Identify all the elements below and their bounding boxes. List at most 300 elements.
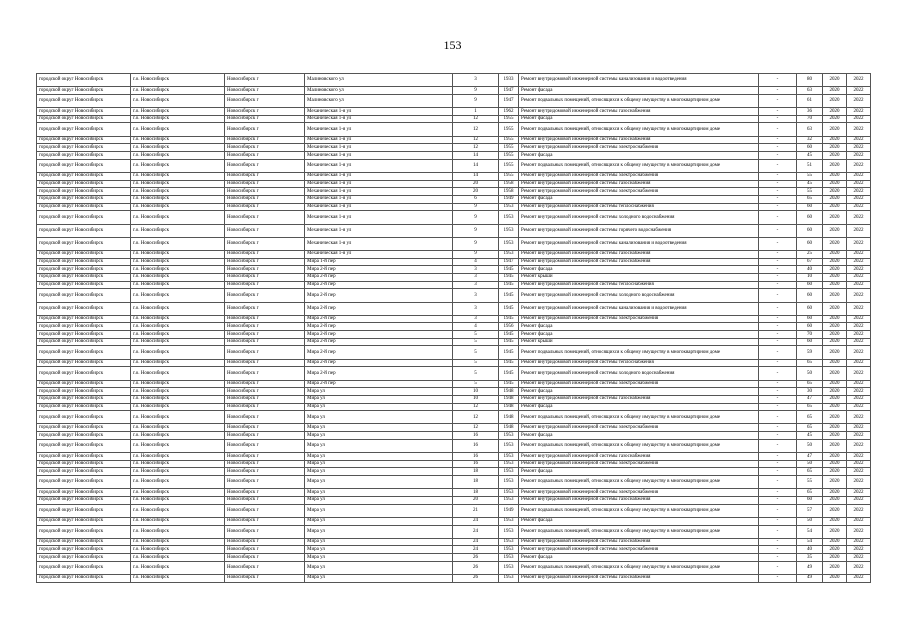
cell-year: 1953 bbox=[499, 546, 519, 554]
cell-house: 5 bbox=[453, 346, 499, 359]
cell-year-to: 2022 bbox=[847, 258, 871, 266]
cell-city: Новосибирск г bbox=[225, 424, 305, 432]
cell-city: Новосибирск г bbox=[225, 489, 305, 497]
cell-year-to: 2022 bbox=[847, 460, 871, 468]
cell-work-type: Ремонт внутридомовой инженерной системы холодного водоснабжения bbox=[519, 289, 759, 302]
table-row bbox=[37, 266, 871, 274]
repair-schedule-table bbox=[36, 73, 871, 583]
cell-year-from: 2020 bbox=[823, 289, 847, 302]
cell-district: г.о. Новосибирск bbox=[131, 496, 225, 504]
table-row bbox=[37, 338, 871, 346]
cell-year: 1948 bbox=[499, 424, 519, 432]
cell-city: Новосибирск г bbox=[225, 554, 305, 562]
cell-street: Мира 2-й пер bbox=[305, 323, 453, 331]
cell-house: 21 bbox=[453, 504, 499, 517]
cell-street: Механическая 1-я ул bbox=[305, 195, 453, 203]
cell-municipality: городской округ Новосибирск bbox=[37, 188, 131, 196]
cell-house: 9 bbox=[453, 94, 499, 107]
cell-city: Новосибирск г bbox=[225, 203, 305, 211]
cell-year-to: 2022 bbox=[847, 574, 871, 582]
cell-municipality: городской округ Новосибирск bbox=[37, 224, 131, 237]
cell-dash: - bbox=[759, 424, 797, 432]
cell-street: Мира 2-й пер bbox=[305, 289, 453, 302]
cell-work-type: Ремонт внутридомовой инженерной системы газоснабжения bbox=[519, 250, 759, 258]
cell-year-from: 2020 bbox=[823, 525, 847, 538]
cell-work-type: Ремонт фасада bbox=[519, 115, 759, 123]
cell-city: Новосибирск г bbox=[225, 453, 305, 461]
cell-municipality: городской округ Новосибирск bbox=[37, 453, 131, 461]
cell-district: г.о. Новосибирск bbox=[131, 323, 225, 331]
cell-year: 1948 bbox=[499, 411, 519, 424]
cell-street: Мира ул bbox=[305, 439, 453, 452]
cell-dash: - bbox=[759, 195, 797, 203]
cell-dash: - bbox=[759, 561, 797, 574]
cell-street: Мира 2-й пер bbox=[305, 331, 453, 339]
cell-year-to: 2022 bbox=[847, 424, 871, 432]
cell-work-type: Ремонт внутридомовой инженерной системы газоснабжения bbox=[519, 574, 759, 582]
cell-house: 24 bbox=[453, 538, 499, 546]
cell-city: Новосибирск г bbox=[225, 87, 305, 95]
cell-municipality: городской округ Новосибирск bbox=[37, 258, 131, 266]
cell-street: Мира 2-й пер bbox=[305, 315, 453, 323]
cell-street: Мира ул bbox=[305, 468, 453, 476]
cell-year: 1953 bbox=[499, 460, 519, 468]
cell-dash: - bbox=[759, 289, 797, 302]
cell-work-type: Ремонт фасада bbox=[519, 432, 759, 440]
cell-dash: - bbox=[759, 554, 797, 562]
cell-house: 10 bbox=[453, 388, 499, 396]
cell-district: г.о. Новосибирск bbox=[131, 411, 225, 424]
cell-cost: 60 bbox=[797, 144, 823, 152]
cell-dash: - bbox=[759, 453, 797, 461]
cell-year: 1953 bbox=[499, 432, 519, 440]
cell-district: г.о. Новосибирск bbox=[131, 476, 225, 489]
cell-work-type: Ремонт внутридомовой инженерной системы электроснабжения bbox=[519, 460, 759, 468]
cell-work-type: Ремонт подвальных помещений, относящихся к общему имуществу в многоквартирном доме bbox=[519, 159, 759, 172]
cell-year-from: 2020 bbox=[823, 108, 847, 116]
cell-district: г.о. Новосибирск bbox=[131, 281, 225, 289]
cell-city: Новосибирск г bbox=[225, 388, 305, 396]
cell-city: Новосибирск г bbox=[225, 476, 305, 489]
cell-work-type: Ремонт внутридомовой инженерной системы электроснабжения bbox=[519, 546, 759, 554]
cell-city: Новосибирск г bbox=[225, 123, 305, 136]
cell-work-type: Ремонт внутридомовой инженерной системы холодного водоснабжения bbox=[519, 367, 759, 380]
cell-year-to: 2022 bbox=[847, 123, 871, 136]
cell-year-from: 2020 bbox=[823, 180, 847, 188]
cell-dash: - bbox=[759, 172, 797, 180]
cell-district: г.о. Новосибирск bbox=[131, 180, 225, 188]
cell-district: г.о. Новосибирск bbox=[131, 489, 225, 497]
cell-year: 1955 bbox=[499, 159, 519, 172]
table-row bbox=[37, 403, 871, 411]
cell-year-from: 2020 bbox=[823, 250, 847, 258]
cell-municipality: городской округ Новосибирск bbox=[37, 403, 131, 411]
cell-dash: - bbox=[759, 273, 797, 281]
cell-year-to: 2022 bbox=[847, 237, 871, 250]
cell-work-type: Ремонт подвальных помещений, относящихся к общему имуществу в многоквартирном доме bbox=[519, 525, 759, 538]
cell-cost: 80 bbox=[797, 74, 823, 87]
cell-district: г.о. Новосибирск bbox=[131, 273, 225, 281]
cell-house: 3 bbox=[453, 302, 499, 315]
cell-district: г.о. Новосибирск bbox=[131, 468, 225, 476]
cell-cost: 35 bbox=[797, 554, 823, 562]
cell-district: г.о. Новосибирск bbox=[131, 123, 225, 136]
cell-district: г.о. Новосибирск bbox=[131, 380, 225, 388]
cell-cost: 47 bbox=[797, 395, 823, 403]
table-row bbox=[37, 315, 871, 323]
cell-house: 18 bbox=[453, 489, 499, 497]
cell-municipality: городской округ Новосибирск bbox=[37, 554, 131, 562]
cell-work-type: Ремонт внутридомовой инженерной системы канализования и водоотведения bbox=[519, 237, 759, 250]
cell-year: 1953 bbox=[499, 250, 519, 258]
cell-city: Новосибирск г bbox=[225, 331, 305, 339]
cell-municipality: городской округ Новосибирск bbox=[37, 266, 131, 274]
cell-dash: - bbox=[759, 144, 797, 152]
table-row bbox=[37, 258, 871, 266]
cell-work-type: Ремонт фасада bbox=[519, 152, 759, 160]
cell-year-to: 2022 bbox=[847, 504, 871, 517]
cell-work-type: Ремонт подвальных помещений, относящихся к общему имуществу в многоквартирном доме bbox=[519, 123, 759, 136]
cell-district: г.о. Новосибирск bbox=[131, 152, 225, 160]
cell-city: Новосибирск г bbox=[225, 338, 305, 346]
cell-municipality: городской округ Новосибирск bbox=[37, 538, 131, 546]
cell-city: Новосибирск г bbox=[225, 359, 305, 367]
cell-cost: 65 bbox=[797, 411, 823, 424]
cell-year: 1953 bbox=[499, 453, 519, 461]
cell-year-to: 2022 bbox=[847, 338, 871, 346]
cell-district: г.о. Новосибирск bbox=[131, 403, 225, 411]
cell-year-from: 2020 bbox=[823, 302, 847, 315]
cell-year-from: 2020 bbox=[823, 211, 847, 224]
cell-year-to: 2022 bbox=[847, 468, 871, 476]
cell-cost: 60 bbox=[797, 496, 823, 504]
cell-work-type: Ремонт внутридомовой инженерной системы газоснабжения bbox=[519, 180, 759, 188]
cell-year-from: 2020 bbox=[823, 172, 847, 180]
cell-district: г.о. Новосибирск bbox=[131, 546, 225, 554]
table-row bbox=[37, 302, 871, 315]
cell-city: Новосибирск г bbox=[225, 367, 305, 380]
cell-street: Механическая 1-я ул bbox=[305, 159, 453, 172]
cell-work-type: Ремонт внутридомовой инженерной системы электроснабжения bbox=[519, 144, 759, 152]
cell-dash: - bbox=[759, 180, 797, 188]
cell-district: г.о. Новосибирск bbox=[131, 188, 225, 196]
cell-district: г.о. Новосибирск bbox=[131, 115, 225, 123]
cell-dash: - bbox=[759, 123, 797, 136]
cell-year: 1953 bbox=[499, 203, 519, 211]
cell-district: г.о. Новосибирск bbox=[131, 315, 225, 323]
cell-city: Новосибирск г bbox=[225, 152, 305, 160]
cell-year: 1945 bbox=[499, 281, 519, 289]
cell-house: 3 bbox=[453, 289, 499, 302]
table-row bbox=[37, 476, 871, 489]
cell-year: 1945 bbox=[499, 380, 519, 388]
cell-year: 1949 bbox=[499, 195, 519, 203]
cell-year: 1945 bbox=[499, 367, 519, 380]
cell-municipality: городской округ Новосибирск bbox=[37, 302, 131, 315]
cell-municipality: городской округ Новосибирск bbox=[37, 195, 131, 203]
cell-year-from: 2020 bbox=[823, 195, 847, 203]
cell-dash: - bbox=[759, 115, 797, 123]
table-row bbox=[37, 574, 871, 582]
cell-cost: 65 bbox=[797, 403, 823, 411]
cell-house: 16 bbox=[453, 453, 499, 461]
cell-municipality: городской округ Новосибирск bbox=[37, 359, 131, 367]
cell-year-from: 2020 bbox=[823, 554, 847, 562]
table-row bbox=[37, 453, 871, 461]
cell-city: Новосибирск г bbox=[225, 266, 305, 274]
cell-work-type: Ремонт внутридомовой инженерной системы электроснабжения bbox=[519, 380, 759, 388]
cell-street: Мира 1-й пер bbox=[305, 258, 453, 266]
cell-street: Механическая 1-я ул bbox=[305, 144, 453, 152]
cell-year-to: 2022 bbox=[847, 180, 871, 188]
cell-house: 12 bbox=[453, 403, 499, 411]
cell-year-from: 2020 bbox=[823, 258, 847, 266]
cell-street: Механическая 1-я ул bbox=[305, 172, 453, 180]
cell-year: 1958 bbox=[499, 180, 519, 188]
cell-year-to: 2022 bbox=[847, 546, 871, 554]
cell-year: 1933 bbox=[499, 74, 519, 87]
cell-municipality: городской округ Новосибирск bbox=[37, 561, 131, 574]
cell-year-to: 2022 bbox=[847, 403, 871, 411]
cell-work-type: Ремонт внутридомовой инженерной системы электроснабжения bbox=[519, 315, 759, 323]
cell-city: Новосибирск г bbox=[225, 574, 305, 582]
cell-district: г.о. Новосибирск bbox=[131, 136, 225, 144]
cell-year-to: 2022 bbox=[847, 561, 871, 574]
cell-year: 1945 bbox=[499, 315, 519, 323]
cell-dash: - bbox=[759, 136, 797, 144]
cell-municipality: городской округ Новосибирск bbox=[37, 74, 131, 87]
cell-house: 6 bbox=[453, 195, 499, 203]
cell-year-from: 2020 bbox=[823, 395, 847, 403]
cell-work-type: Ремонт фасада bbox=[519, 331, 759, 339]
cell-year-from: 2020 bbox=[823, 281, 847, 289]
cell-year-to: 2022 bbox=[847, 188, 871, 196]
cell-dash: - bbox=[759, 281, 797, 289]
cell-district: г.о. Новосибирск bbox=[131, 87, 225, 95]
cell-city: Новосибирск г bbox=[225, 195, 305, 203]
cell-district: г.о. Новосибирск bbox=[131, 504, 225, 517]
table-row bbox=[37, 144, 871, 152]
cell-work-type: Ремонт подвальных помещений, относящихся к общему имуществу в многоквартирном доме bbox=[519, 504, 759, 517]
table-row bbox=[37, 273, 871, 281]
cell-year-from: 2020 bbox=[823, 237, 847, 250]
cell-year: 1953 bbox=[499, 237, 519, 250]
cell-cost: 32 bbox=[797, 136, 823, 144]
cell-dash: - bbox=[759, 188, 797, 196]
cell-city: Новосибирск г bbox=[225, 561, 305, 574]
cell-house: 9 bbox=[453, 250, 499, 258]
cell-cost: 50 bbox=[797, 460, 823, 468]
table-row bbox=[37, 346, 871, 359]
cell-dash: - bbox=[759, 359, 797, 367]
cell-cost: 60 bbox=[797, 224, 823, 237]
cell-municipality: городской округ Новосибирск bbox=[37, 115, 131, 123]
cell-house: 3 bbox=[453, 266, 499, 274]
table-row bbox=[37, 411, 871, 424]
cell-year: 1953 bbox=[499, 525, 519, 538]
cell-year: 1947 bbox=[499, 94, 519, 107]
cell-year-from: 2020 bbox=[823, 338, 847, 346]
cell-cost: 57 bbox=[797, 504, 823, 517]
cell-street: Механическая 1-я ул bbox=[305, 136, 453, 144]
cell-year-from: 2020 bbox=[823, 411, 847, 424]
cell-house: 4 bbox=[453, 323, 499, 331]
table-row bbox=[37, 432, 871, 440]
cell-district: г.о. Новосибирск bbox=[131, 144, 225, 152]
cell-year: 1955 bbox=[499, 136, 519, 144]
cell-dash: - bbox=[759, 159, 797, 172]
cell-city: Новосибирск г bbox=[225, 159, 305, 172]
cell-year: 1953 bbox=[499, 476, 519, 489]
cell-house: 20 bbox=[453, 180, 499, 188]
cell-dash: - bbox=[759, 323, 797, 331]
cell-year: 1945 bbox=[499, 331, 519, 339]
cell-district: г.о. Новосибирск bbox=[131, 289, 225, 302]
cell-dash: - bbox=[759, 331, 797, 339]
cell-work-type: Ремонт внутридомовой инженерной системы горячего водоснабжения bbox=[519, 224, 759, 237]
table-row bbox=[37, 538, 871, 546]
cell-city: Новосибирск г bbox=[225, 460, 305, 468]
cell-district: г.о. Новосибирск bbox=[131, 517, 225, 525]
cell-city: Новосибирск г bbox=[225, 188, 305, 196]
table-row bbox=[37, 136, 871, 144]
cell-district: г.о. Новосибирск bbox=[131, 424, 225, 432]
cell-district: г.о. Новосибирск bbox=[131, 395, 225, 403]
cell-cost: 65 bbox=[797, 424, 823, 432]
cell-year-to: 2022 bbox=[847, 87, 871, 95]
cell-cost: 50 bbox=[797, 517, 823, 525]
table-row bbox=[37, 331, 871, 339]
cell-municipality: городской округ Новосибирск bbox=[37, 273, 131, 281]
cell-street: Мира 2-й пер bbox=[305, 281, 453, 289]
cell-house: 16 bbox=[453, 432, 499, 440]
cell-municipality: городской округ Новосибирск bbox=[37, 496, 131, 504]
cell-cost: 40 bbox=[797, 546, 823, 554]
cell-year-from: 2020 bbox=[823, 439, 847, 452]
cell-work-type: Ремонт подвальных помещений, относящихся к общему имуществу в многоквартирном доме bbox=[519, 94, 759, 107]
cell-street: Мира ул bbox=[305, 476, 453, 489]
cell-year-to: 2022 bbox=[847, 525, 871, 538]
cell-cost: 65 bbox=[797, 380, 823, 388]
cell-cost: 60 bbox=[797, 211, 823, 224]
table-row bbox=[37, 323, 871, 331]
cell-district: г.о. Новосибирск bbox=[131, 250, 225, 258]
cell-dash: - bbox=[759, 460, 797, 468]
cell-house: 24 bbox=[453, 546, 499, 554]
cell-work-type: Ремонт фасада bbox=[519, 323, 759, 331]
table-row bbox=[37, 203, 871, 211]
cell-year: 1953 bbox=[499, 439, 519, 452]
cell-street: Механическая 1-я ул bbox=[305, 115, 453, 123]
cell-dash: - bbox=[759, 489, 797, 497]
cell-city: Новосибирск г bbox=[225, 538, 305, 546]
cell-house: 12 bbox=[453, 144, 499, 152]
cell-dash: - bbox=[759, 395, 797, 403]
cell-municipality: городской округ Новосибирск bbox=[37, 460, 131, 468]
cell-cost: 49 bbox=[797, 561, 823, 574]
cell-dash: - bbox=[759, 74, 797, 87]
cell-street: Мира 2-й пер bbox=[305, 273, 453, 281]
cell-dash: - bbox=[759, 504, 797, 517]
cell-street: Механическая 1-я ул bbox=[305, 224, 453, 237]
cell-year: 1945 bbox=[499, 359, 519, 367]
cell-year-to: 2022 bbox=[847, 496, 871, 504]
cell-year-to: 2022 bbox=[847, 476, 871, 489]
table-row bbox=[37, 237, 871, 250]
cell-dash: - bbox=[759, 439, 797, 452]
cell-year-from: 2020 bbox=[823, 188, 847, 196]
cell-street: Механическая 1-я ул bbox=[305, 180, 453, 188]
cell-house: 3 bbox=[453, 273, 499, 281]
cell-year: 1955 bbox=[499, 172, 519, 180]
cell-year-from: 2020 bbox=[823, 115, 847, 123]
cell-work-type: Ремонт внутридомовой инженерной системы газоснабжения bbox=[519, 258, 759, 266]
cell-dash: - bbox=[759, 224, 797, 237]
cell-cost: 61 bbox=[797, 94, 823, 107]
cell-year-from: 2020 bbox=[823, 496, 847, 504]
table-row bbox=[37, 504, 871, 517]
cell-year-from: 2020 bbox=[823, 424, 847, 432]
cell-year: 1953 bbox=[499, 224, 519, 237]
cell-year: 1955 bbox=[499, 115, 519, 123]
cell-district: г.о. Новосибирск bbox=[131, 453, 225, 461]
table-row bbox=[37, 439, 871, 452]
cell-year: 1962 bbox=[499, 108, 519, 116]
cell-year: 1947 bbox=[499, 258, 519, 266]
table-row bbox=[37, 546, 871, 554]
cell-district: г.о. Новосибирск bbox=[131, 108, 225, 116]
cell-street: Мира ул bbox=[305, 546, 453, 554]
cell-cost: 55 bbox=[797, 188, 823, 196]
table-row bbox=[37, 250, 871, 258]
cell-year: 1955 bbox=[499, 123, 519, 136]
cell-year: 1945 bbox=[499, 273, 519, 281]
cell-dash: - bbox=[759, 380, 797, 388]
cell-municipality: городской округ Новосибирск bbox=[37, 94, 131, 107]
cell-municipality: городской округ Новосибирск bbox=[37, 237, 131, 250]
cell-dash: - bbox=[759, 266, 797, 274]
cell-district: г.о. Новосибирск bbox=[131, 203, 225, 211]
cell-house: 9 bbox=[453, 237, 499, 250]
cell-cost: 60 bbox=[797, 281, 823, 289]
cell-house: 12 bbox=[453, 136, 499, 144]
cell-municipality: городской округ Новосибирск bbox=[37, 211, 131, 224]
cell-year-from: 2020 bbox=[823, 574, 847, 582]
cell-cost: 65 bbox=[797, 468, 823, 476]
cell-district: г.о. Новосибирск bbox=[131, 172, 225, 180]
cell-street: Механическая 1-я ул bbox=[305, 211, 453, 224]
table-row bbox=[37, 367, 871, 380]
cell-cost: 63 bbox=[797, 87, 823, 95]
cell-year: 1955 bbox=[499, 152, 519, 160]
cell-year-from: 2020 bbox=[823, 315, 847, 323]
cell-district: г.о. Новосибирск bbox=[131, 258, 225, 266]
cell-year: 1956 bbox=[499, 323, 519, 331]
cell-city: Новосибирск г bbox=[225, 525, 305, 538]
cell-municipality: городской округ Новосибирск bbox=[37, 574, 131, 582]
cell-district: г.о. Новосибирск bbox=[131, 367, 225, 380]
cell-city: Новосибирск г bbox=[225, 224, 305, 237]
cell-year-from: 2020 bbox=[823, 489, 847, 497]
cell-work-type: Ремонт внутридомовой инженерной системы газоснабжения bbox=[519, 395, 759, 403]
cell-year-to: 2022 bbox=[847, 144, 871, 152]
cell-cost: 47 bbox=[797, 453, 823, 461]
cell-house: 18 bbox=[453, 476, 499, 489]
cell-cost: 60 bbox=[797, 302, 823, 315]
cell-year-from: 2020 bbox=[823, 94, 847, 107]
cell-work-type: Ремонт фасада bbox=[519, 266, 759, 274]
cell-street: Мира ул bbox=[305, 424, 453, 432]
